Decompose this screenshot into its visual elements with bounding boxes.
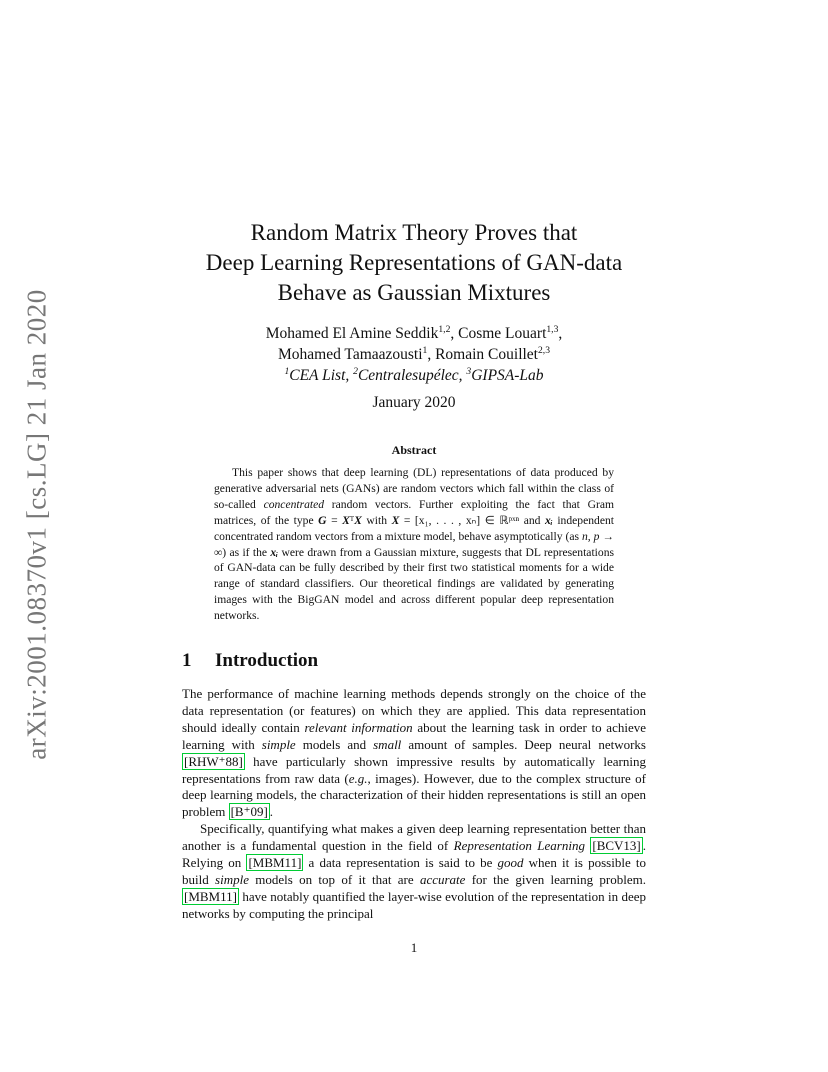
abstract-text [214,465,614,624]
math-expression: n, p → ∞ [214,529,614,559]
intro-paragraph-2 [182,821,646,922]
author-line-1: Mohamed El Amine Seddik$^{1,2}$, Cosme Louart$^{1,3}$, [265,323,563,342]
text-fragment: amount of samples. Deep neural networks [401,736,646,752]
author-line-2: Mohamed Tamaazousti$^1$, Romain Couillet$^{2,3}$ [277,344,550,363]
math-symbol: = [326,513,343,527]
author-block [182,323,646,386]
abstract-heading: Abstract [391,443,437,457]
text-emphasis: accurate [419,871,466,887]
text-emphasis: small [373,736,402,752]
page-number: 1 [410,940,418,955]
math-symbol: xᵢ [270,545,279,559]
author-name: Romain Couillet [435,346,538,363]
text-fragment: models on top of it that are [248,871,420,887]
intro-body [182,686,646,923]
text-fragment: , images). However, due to the complex structure of deep learning models, the characterization of their hidden representations is still an open problem [182,770,646,820]
arxiv-stamp [22,290,52,758]
citation-link[interactable]: [MBM11] [248,855,302,871]
author-name: Cosme Louart [458,325,547,342]
affiliations-line: $^1$CEA List, $^2$Centralesupélec, $^3$GIPSA-Lab [284,365,544,384]
affil-sup: 1 [284,365,290,377]
abstract-fragment: independent concentrated random vectors from a mixture model, behave asymptotically (as [214,513,614,543]
paper-title [182,218,646,308]
abstract-emphasis: concentrated [263,497,325,511]
abstract-fragment: random vectors. Further exploiting the fact that Gram matrices, of the type [214,497,614,527]
abstract-fragment: were drawn from a Gaussian mixture, suggests that DL representations of GAN-data can be fully described by their first two statistical moments for a wide range of standard classifiers. Our theoretical findings are validated by generating images with the BigGAN model and across different popular deep representation networks. [214,545,615,623]
text-emphasis: Representation Learning [453,838,585,854]
math-symbol: ᵀ [349,513,355,527]
author-name: Mohamed Tamaazousti [277,346,423,363]
text-fragment: The performance of machine learning methods depends strongly on the choice of the data representation (or features) on which they are applied. This data representation should ideally contain [182,686,646,735]
abstract-fragment: with [361,513,392,527]
paper-date: January 2020 [372,394,456,411]
text-fragment: for the given learning problem. [465,871,646,887]
text-fragment: . [269,804,274,820]
abstract-fragment: ) as if the [222,545,271,559]
title-line-1: Random Matrix Theory Proves that [250,220,578,245]
text-emphasis: simple [261,736,296,752]
abstract-fragment: and [519,513,545,527]
title-line-3: Behave as Gaussian Mixtures [277,280,551,305]
text-fragment: when it is possible to build [182,855,646,887]
math-expression: = [x₁, . . . , xₙ] ∈ ℝᵖˣⁿ [399,513,520,527]
text-fragment: . Relying on [182,838,646,871]
text-fragment: about the learning task in order to achieve learning with [182,719,646,752]
affiliation: Centralesupélec [357,367,459,384]
text-emphasis: good [497,855,524,871]
citation-link[interactable]: [MBM11] [184,888,237,904]
text-fragment: have notably quantified the layer-wise evolution of the representation in deep networks by computing the principal [182,888,646,921]
citation-link[interactable]: [B⁺09] [230,804,268,820]
text-fragment: have particularly shown impressive results by automatically learning representations from raw data ( [182,753,646,786]
math-symbol: X [391,513,400,527]
citation-link[interactable]: [BCV13] [592,838,641,854]
author-affil-sup: 2,3 [538,344,550,356]
affiliation: CEA List [289,367,346,384]
text-emphasis: relevant information [304,719,413,735]
text-fragment: models and [295,736,374,752]
author-affil-sup: 1,3 [546,323,559,335]
math-symbol: X [354,513,362,527]
math-symbol: X [342,513,350,527]
author-name: Mohamed El Amine Seddik [265,325,439,342]
affiliation: GIPSA-Lab [471,367,544,384]
section-number: 1 [182,650,192,671]
intro-paragraph-1 [182,686,646,821]
math-symbol: xᵢ [545,513,553,527]
math-symbol: G [318,513,327,527]
text-emphasis: simple [215,871,249,887]
text-emphasis: e.g. [348,770,368,786]
arxiv-stamp-text: arXiv:2001.08370v1 [cs.LG] 21 Jan 2020 [21,288,52,760]
title-line-2: Deep Learning Representations of GAN-data [205,250,623,275]
affil-sup: 3 [466,365,472,377]
author-affil-sup: 1 [422,344,428,356]
author-affil-sup: 1,2 [438,323,451,335]
abstract-fragment: This paper shows that deep learning (DL) representations of data produced by generative adversarial nets (GANs) are random vectors which fall within the class of so-called [214,466,614,511]
text-fragment: Specifically, quantifying what makes a given deep learning representation better than another is a fundamental question in the field of [182,821,646,854]
citation-link[interactable]: [RHW⁺88] [184,753,243,769]
section-title: Introduction [215,650,319,671]
section-heading [182,650,646,672]
affil-sup: 2 [353,365,358,377]
text-fragment: a data representation is said to be [303,855,498,871]
